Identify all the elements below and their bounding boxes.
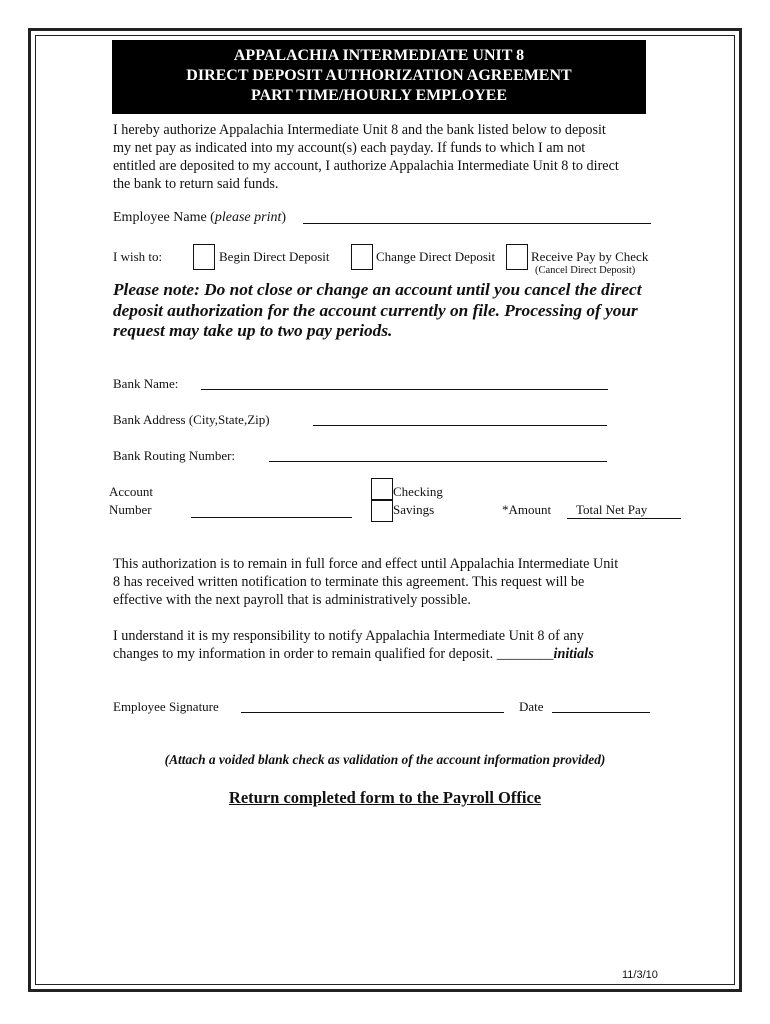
bank-name-label: Bank Name:	[113, 376, 179, 391]
checking-checkbox[interactable]	[371, 478, 393, 500]
change-deposit-checkbox[interactable]	[351, 244, 373, 270]
date-field[interactable]	[552, 712, 650, 713]
amount-label: *Amount	[502, 502, 552, 517]
intro-line-2: my net pay as indicated into my account(s) each payday. If funds to which I am not	[113, 140, 586, 156]
begin-deposit-checkbox[interactable]	[193, 244, 215, 270]
authorization-line-3: effective with the next payroll that is administratively possible.	[113, 592, 471, 608]
signature-field[interactable]	[241, 712, 504, 713]
receive-check-checkbox[interactable]	[506, 244, 528, 270]
wish-to-label: I wish to:	[113, 249, 163, 264]
date-label: Date	[519, 699, 544, 714]
bank-name-field[interactable]	[201, 389, 608, 390]
employee-name-close: )	[281, 210, 287, 225]
employee-name-label	[113, 210, 286, 226]
receive-check-label: Receive Pay by Check	[531, 249, 649, 264]
intro-line-1: I hereby authorize Appalachia Intermediate Unit 8 and the bank listed below to deposit	[113, 122, 606, 138]
receive-check-sublabel: (Cancel Direct Deposit)	[535, 265, 636, 276]
account-number-field[interactable]	[191, 517, 352, 518]
account-label-line-1: Account	[109, 484, 154, 499]
responsibility-line-1: I understand it is my responsibility to notify Appalachia Intermediate Unit 8 of any	[113, 628, 584, 644]
bank-address-label: Bank Address (City,State,Zip)	[113, 412, 270, 427]
header-line-3: PART TIME/HOURLY EMPLOYEE	[250, 87, 508, 104]
responsibility-line-2-text: changes to my information in order to remain qualified for deposit. ________	[113, 646, 554, 662]
bank-routing-label: Bank Routing Number:	[113, 448, 236, 463]
checking-label: Checking	[393, 484, 443, 499]
please-note	[113, 280, 673, 342]
amount-value: Total Net Pay	[567, 502, 681, 519]
signature-label: Employee Signature	[113, 699, 219, 714]
change-deposit-label: Change Direct Deposit	[376, 249, 496, 264]
authorization-line-2: 8 has received written notification to terminate this agreement. This request will be	[113, 574, 585, 590]
authorization-line-1: This authorization is to remain in full force and effect until Appalachia Intermediate Unit	[113, 556, 619, 572]
begin-deposit-label: Begin Direct Deposit	[219, 249, 330, 264]
authorization-paragraph	[113, 555, 618, 609]
employee-name-label-text: Employee Name (	[113, 210, 215, 225]
savings-checkbox[interactable]	[371, 500, 393, 522]
intro-line-4: the bank to return said funds.	[113, 176, 279, 192]
form-header	[112, 40, 646, 114]
note-line-1: Please note: Do not close or change an account until you cancel the direct	[113, 280, 642, 299]
responsibility-paragraph	[113, 627, 594, 663]
intro-line-3: entitled are deposited to my account, I authorize Appalachia Intermediate Unit 8 to direct	[113, 158, 619, 174]
header-line-1: APPALACHIA INTERMEDIATE UNIT 8	[233, 47, 525, 64]
savings-label: Savings	[393, 502, 435, 517]
account-label-line-2: Number	[109, 502, 152, 517]
intro-paragraph	[113, 121, 619, 193]
employee-name-hint: please print	[214, 210, 282, 225]
bank-routing-field[interactable]	[269, 461, 607, 462]
revision-date: 11/3/10	[622, 969, 658, 981]
responsibility-line-2	[113, 645, 594, 663]
employee-name-field[interactable]	[303, 223, 651, 224]
initials-label: initials	[553, 646, 594, 662]
return-form-note: Return completed form to the Payroll Office	[228, 788, 542, 807]
header-line-2: DIRECT DEPOSIT AUTHORIZATION AGREEMENT	[186, 67, 572, 84]
bank-address-field[interactable]	[313, 425, 607, 426]
note-line-2: deposit authorization for the account currently on file. Processing of your	[113, 300, 638, 320]
note-line-3: request may take up to two pay periods.	[113, 321, 393, 340]
attach-check-note: (Attach a voided blank check as validation of the account information provided)	[164, 752, 606, 767]
